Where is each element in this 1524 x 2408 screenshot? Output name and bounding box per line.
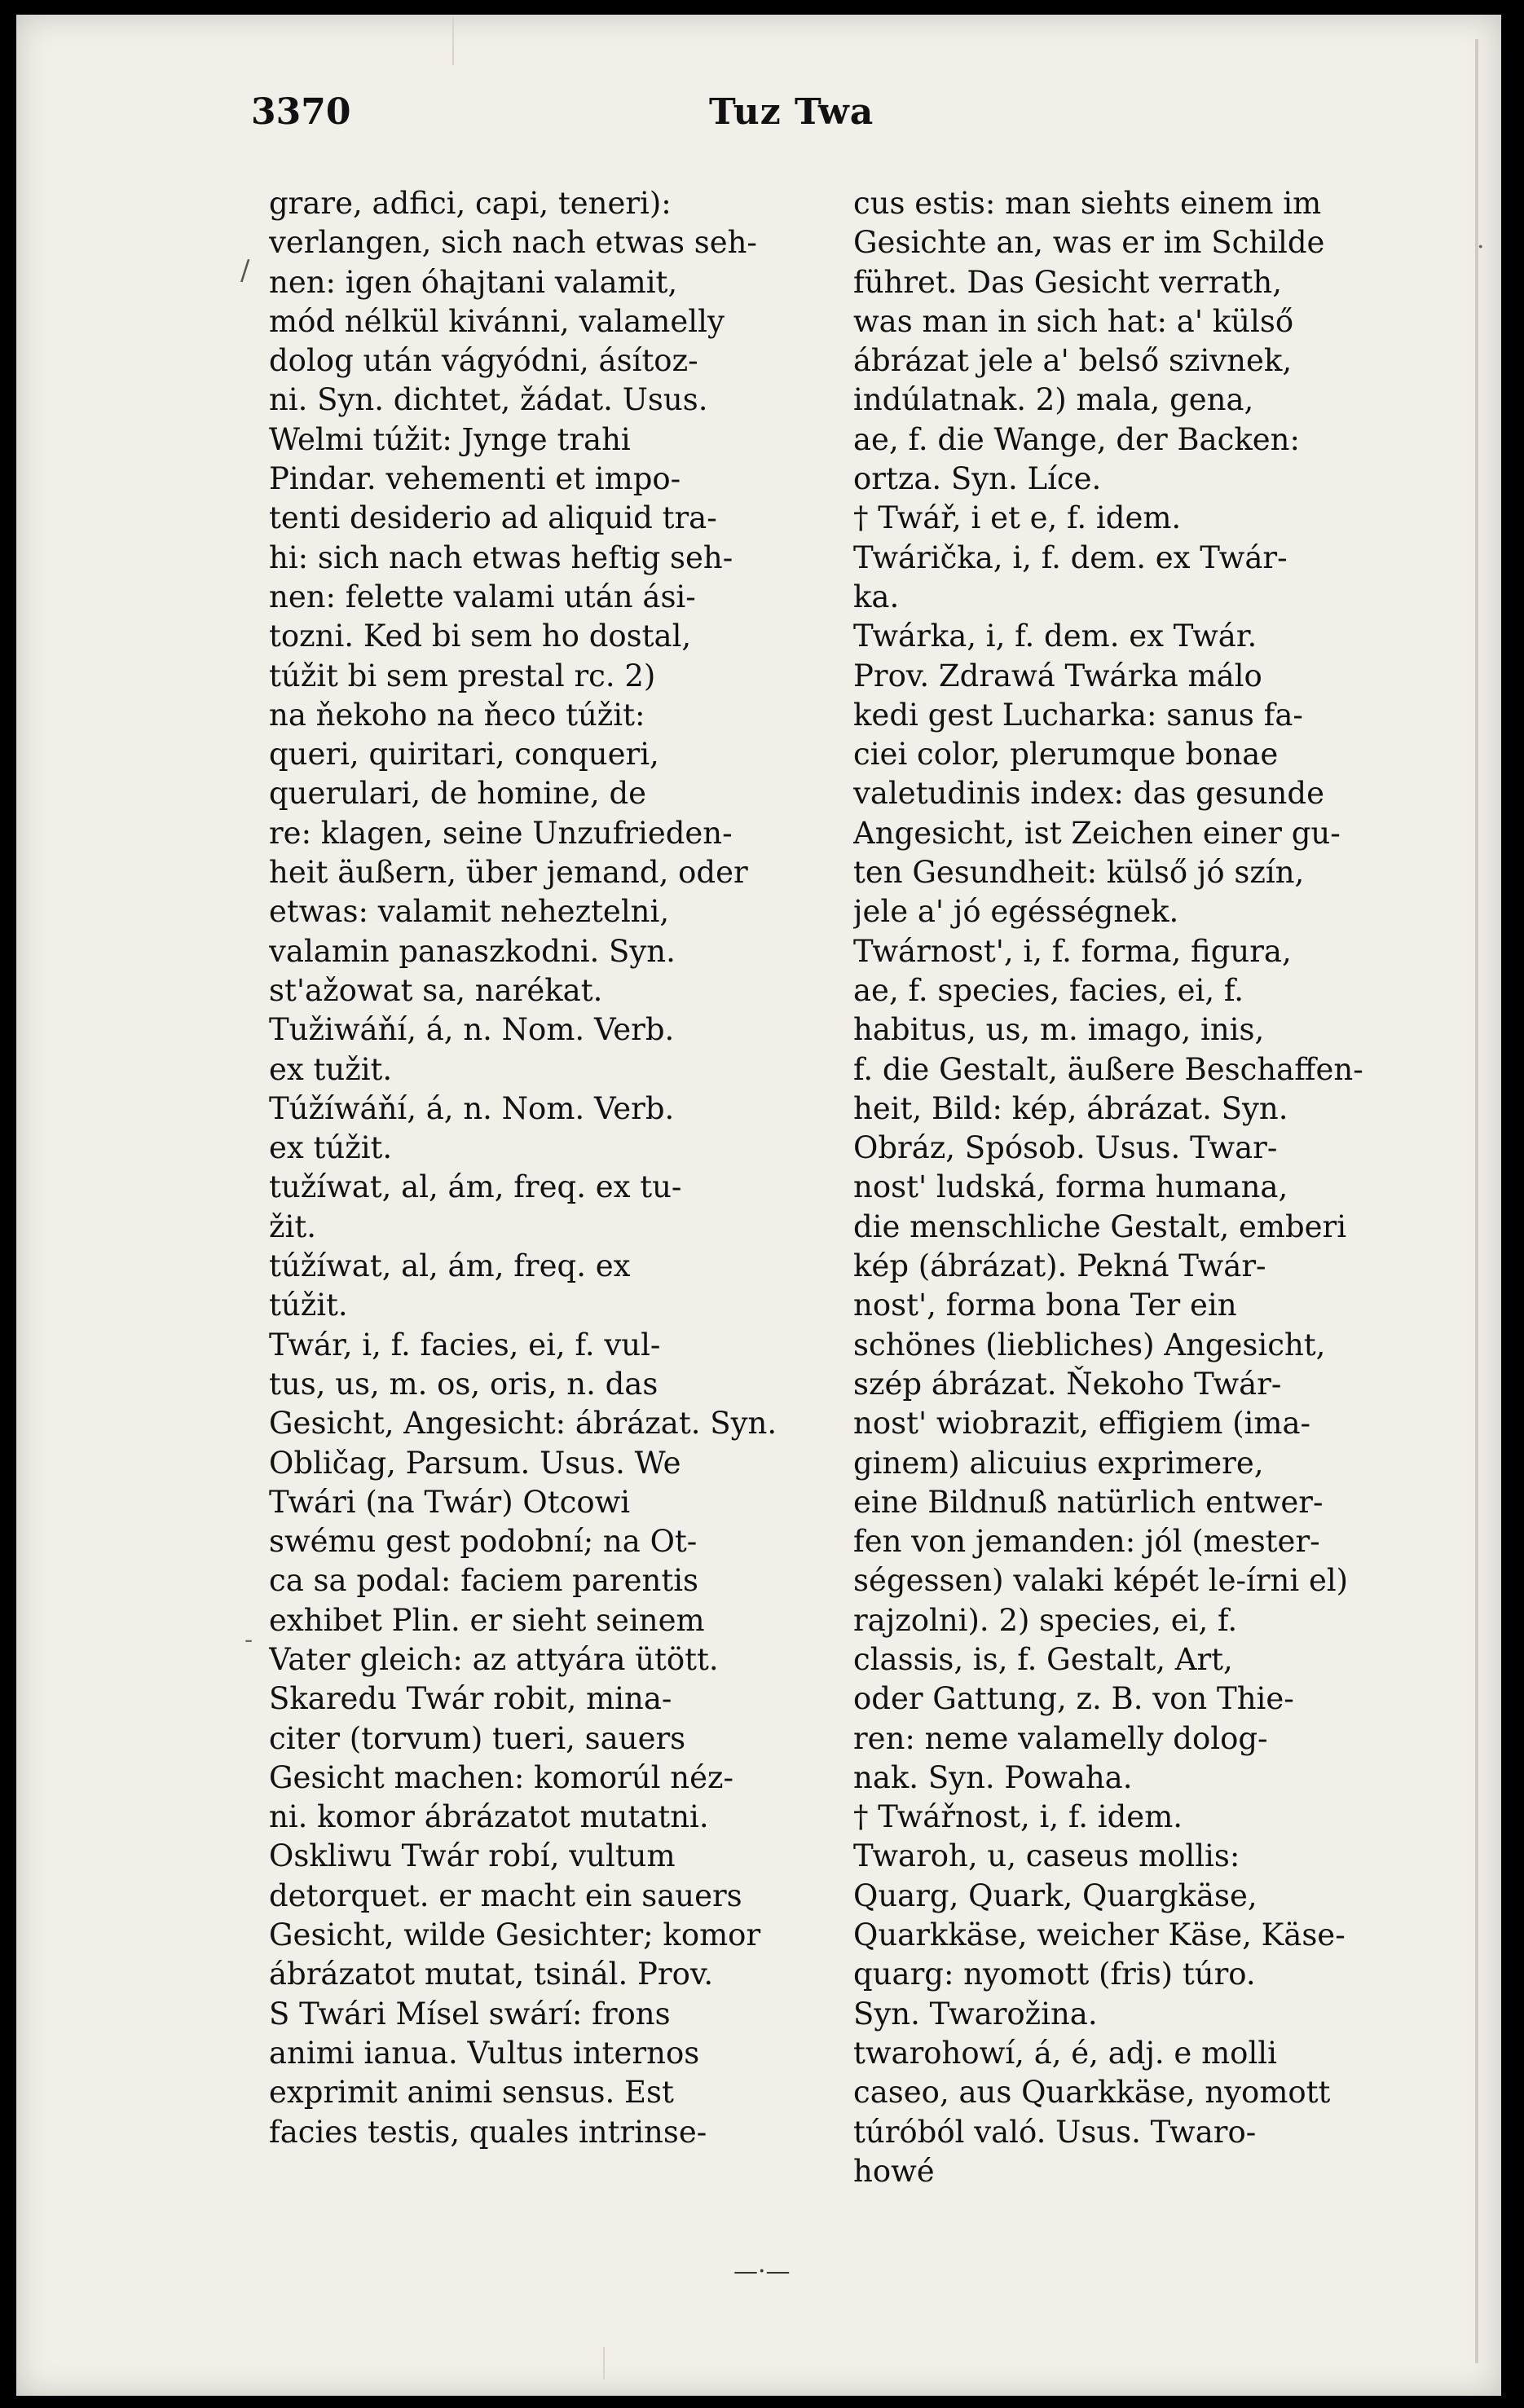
text-line: ex túžit.	[269, 1130, 393, 1166]
text-line: grare, adfici, capi, teneri):	[269, 186, 672, 221]
text-line: tozni. Ked bi sem ho dostal,	[269, 619, 692, 654]
text-line: querulari, de homine, de	[269, 776, 647, 812]
text-line: Túžíwáňí, á, n. Nom. Verb.	[269, 1090, 675, 1126]
text-line: führet. Das Gesicht verrath,	[853, 264, 1282, 300]
text-line: Vater gleich: az attyára ütött.	[269, 1641, 719, 1677]
text-line: detorquet. er macht ein sauers	[269, 1878, 742, 1913]
footer-mark: —·—	[733, 2257, 791, 2286]
text-line: indúlatnak. 2) mala, gena,	[853, 382, 1254, 418]
text-line: exprimit animi sensus. Est	[269, 2075, 674, 2111]
text-line: túróból való. Usus. Twaro-	[853, 2114, 1257, 2150]
text-line: Oskliwu Twár robí, vultum	[269, 1838, 676, 1874]
text-line: heit, Bild: kép, ábrázat. Syn.	[853, 1090, 1288, 1126]
text-line: schönes (liebliches) Angesicht,	[853, 1327, 1326, 1362]
text-line: ábrázatot mutat, tsinál. Prov.	[269, 1957, 714, 1992]
text-line: cus estis: man siehts einem im	[853, 186, 1322, 221]
text-line: Quarg, Quark, Quargkäse,	[853, 1878, 1258, 1913]
text-line: Tužiwáňí, á, n. Nom. Verb.	[269, 1012, 675, 1048]
text-line: Gesicht, wilde Gesichter; komor	[269, 1917, 761, 1953]
text-line: animi ianua. Vultus internos	[269, 2035, 700, 2071]
text-line: mód nélkül kivánni, valamelly	[269, 303, 725, 339]
text-line: citer (torvum) tueri, sauers	[269, 1720, 686, 1756]
text-line: habitus, us, m. imago, inis,	[853, 1012, 1265, 1048]
text-line: Skaredu Twár robit, mina-	[269, 1681, 672, 1717]
text-line: queri, quiritari, conqueri,	[269, 737, 659, 773]
text-line: rajzolni). 2) species, ei, f.	[853, 1602, 1238, 1638]
text-line: ni. Syn. dichtet, žádat. Usus.	[269, 382, 708, 418]
text-line: Twár, i, f. facies, ei, f. vul-	[269, 1327, 661, 1362]
text-line: swému gest podobní; na Ot-	[269, 1524, 698, 1560]
text-line: nen: felette valami után ási-	[269, 579, 696, 614]
left-column	[269, 184, 839, 2152]
page-edge	[1475, 39, 1478, 2363]
text-line: ca sa podal: faciem parentis	[269, 1563, 699, 1599]
text-line: † Twářnost, i, f. idem.	[853, 1799, 1183, 1835]
right-column	[853, 184, 1440, 2191]
text-line: ciei color, plerumque bonae	[853, 737, 1279, 773]
text-line: ae, f. die Wange, der Backen:	[853, 421, 1300, 457]
text-line: Twári (na Twár) Otcowi	[269, 1484, 631, 1520]
text-line: fen von jemanden: jól (mester-	[853, 1524, 1320, 1560]
text-line: valetudinis index: das gesunde	[853, 776, 1324, 812]
text-line: ex tužit.	[269, 1051, 393, 1087]
text-line: kedi gest Lucharka: sanus fa-	[853, 697, 1303, 733]
text-line: Syn. Twarožina.	[853, 1996, 1098, 2032]
text-line: was man in sich hat: a' külső	[853, 303, 1294, 339]
text-line: Twárka, i, f. dem. ex Twár.	[853, 619, 1258, 654]
text-line: Gesicht, Angesicht: ábrázat. Syn.	[269, 1406, 777, 1442]
text-line: Prov. Zdrawá Twárka málo	[853, 658, 1262, 693]
text-line: f. die Gestalt, äußere Beschaffen-	[853, 1051, 1363, 1087]
text-line: szép ábrázat. Ňekoho Twár-	[853, 1366, 1282, 1402]
text-line: exhibet Plin. er sieht seinem	[269, 1602, 705, 1638]
scan-artifact	[452, 16, 454, 65]
scan-artifact	[603, 2347, 605, 2379]
text-line: heit äußern, über jemand, oder	[269, 855, 748, 891]
text-line: nak. Syn. Powaha.	[853, 1759, 1133, 1795]
text-line: nost', forma bona Ter ein	[853, 1288, 1237, 1323]
text-line: Twárnost', i, f. forma, figura,	[853, 933, 1292, 969]
text-line: Quarkkäse, weicher Käse, Käse-	[853, 1917, 1346, 1953]
text-line: S Twári Mísel swárí: frons	[269, 1996, 671, 2032]
text-line: Angesicht, ist Zeichen einer gu-	[853, 815, 1341, 851]
page-number: 3370	[251, 91, 351, 133]
text-line: re: klagen, seine Unzufrieden-	[269, 815, 733, 851]
text-line: Welmi túžit: Jynge trahi	[269, 421, 631, 457]
text-line: Twárička, i, f. dem. ex Twár-	[853, 539, 1288, 575]
text-line: ten Gesundheit: külső jó szín,	[853, 855, 1305, 891]
text-line: quarg: nyomott (fris) túro.	[853, 1957, 1256, 1992]
text-line: valamin panaszkodni. Syn.	[269, 933, 676, 969]
text-line: oder Gattung, z. B. von Thie-	[853, 1681, 1294, 1717]
text-line: etwas: valamit neheztelni,	[269, 894, 670, 930]
text-line: ka.	[853, 579, 900, 614]
text-line: túžíwat, al, ám, freq. ex	[269, 1248, 631, 1284]
margin-mark: -	[244, 1626, 253, 1654]
text-line: † Twář, i et e, f. idem.	[853, 500, 1182, 536]
text-line: howé	[853, 2153, 935, 2189]
text-line: ségessen) valaki képét le-írni el)	[853, 1563, 1349, 1599]
text-line: ortza. Syn. Líce.	[853, 461, 1102, 497]
text-line: ren: neme valamelly dolog-	[853, 1720, 1268, 1756]
text-line: ae, f. species, facies, ei, f.	[853, 972, 1244, 1008]
text-line: nen: igen óhajtani valamit,	[269, 264, 678, 300]
text-line: Twaroh, u, caseus mollis:	[853, 1838, 1240, 1874]
text-line: dolog után vágyódni, ásítoz-	[269, 343, 698, 379]
text-line: caseo, aus Quarkkäse, nyomott	[853, 2075, 1331, 2111]
text-line: kép (ábrázat). Pekná Twár-	[853, 1248, 1266, 1284]
text-line: Pindar. vehementi et impo-	[269, 461, 681, 497]
text-line: ábrázat jele a' belső szivnek,	[853, 343, 1293, 379]
text-line: Obráz, Spósob. Usus. Twar-	[853, 1130, 1278, 1166]
text-line: túžit bi sem prestal rc. 2)	[269, 658, 656, 693]
text-line: Gesicht machen: komorúl néz-	[269, 1759, 733, 1795]
text-line: twarohowí, á, é, adj. e molli	[853, 2035, 1277, 2071]
text-line: ni. komor ábrázatot mutatni.	[269, 1799, 709, 1835]
text-line: verlangen, sich nach etwas seh-	[269, 225, 757, 261]
text-line: žit.	[269, 1208, 316, 1244]
text-line: Gesichte an, was er im Schilde	[853, 225, 1325, 261]
margin-mark: ·	[1477, 233, 1485, 262]
text-line: tužíwat, al, ám, freq. ex tu-	[269, 1169, 682, 1205]
text-line: Obličag, Parsum. Usus. We	[269, 1445, 681, 1481]
running-head: Tuz Twa	[709, 91, 874, 133]
text-line: ginem) alicuius exprimere,	[853, 1445, 1264, 1481]
text-line: nost' wiobrazit, effigiem (ima-	[853, 1406, 1311, 1442]
text-line: st'ažowat sa, narékat.	[269, 972, 603, 1008]
text-line: na ňekoho na ňeco túžit:	[269, 697, 645, 733]
text-line: hi: sich nach etwas heftig seh-	[269, 539, 733, 575]
text-line: tenti desiderio ad aliquid tra-	[269, 500, 717, 536]
margin-mark: /	[240, 254, 250, 287]
text-line: túžit.	[269, 1288, 348, 1323]
text-line: die menschliche Gestalt, emberi	[853, 1208, 1347, 1244]
text-line: eine Bildnuß natürlich entwer-	[853, 1484, 1324, 1520]
text-line: facies testis, quales intrinse-	[269, 2114, 707, 2150]
text-line: tus, us, m. os, oris, n. das	[269, 1366, 658, 1402]
text-line: nost' ludská, forma humana,	[853, 1169, 1288, 1205]
text-line: classis, is, f. Gestalt, Art,	[853, 1641, 1233, 1677]
text-line: jele a' jó egésségnek.	[853, 894, 1179, 930]
